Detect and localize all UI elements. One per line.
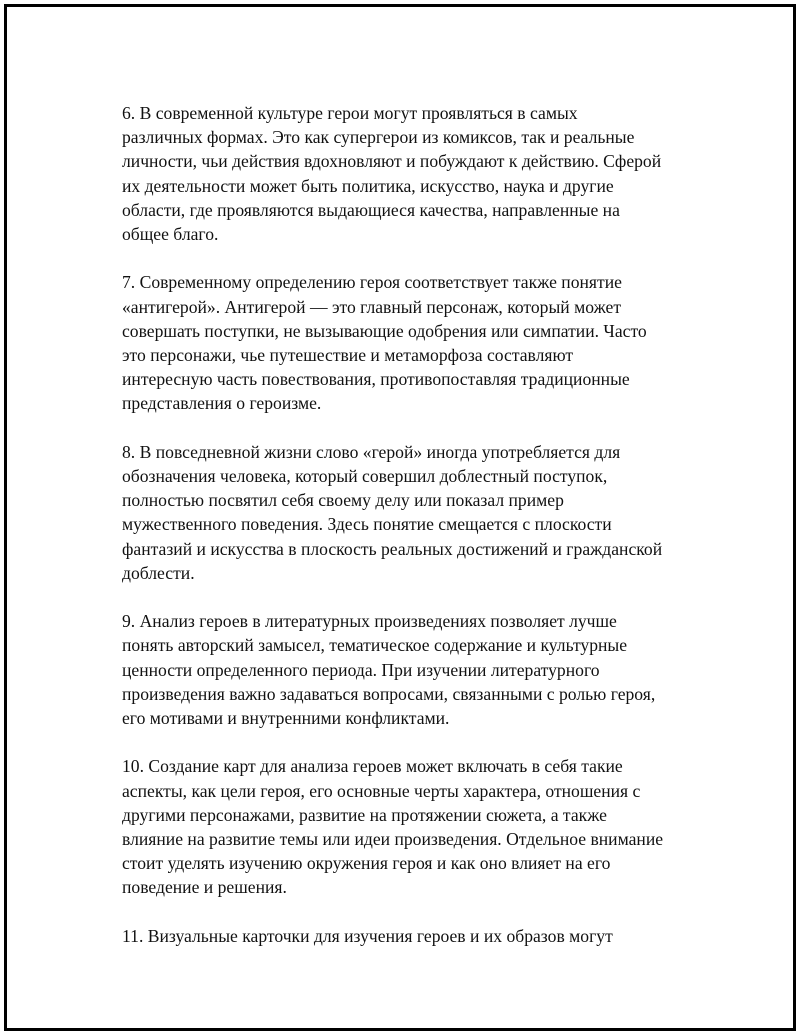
page-frame [4,4,796,1031]
text-line: области, где проявляются выдающиеся качества, направленные на [122,199,620,220]
text-line: совершать поступки, не вызывающие одобрения или симпатии. Часто [122,320,647,341]
text-line: 9. Анализ героев в литературных произведениях позволяет лучше [122,611,617,632]
text-line: личности, чьи действия вдохновляют и побуждают к действию. Сферой [122,151,662,172]
paragraph-8 [122,440,702,585]
text-line: фантазий и искусства в плоскость реальных достижений и гражданской [122,538,663,559]
paragraph-11 [122,924,702,948]
text-line: это персонажи, чье путешествие и метаморфоза составляют [122,345,574,366]
text-line: его мотивами и внутренними конфликтами. [122,708,450,729]
text-line: интересную часть повествования, противопоставляя традиционные [122,369,630,390]
text-line: их деятельности может быть политика, искусство, наука и другие [122,175,614,196]
text-line: поведение и решения. [122,877,287,898]
paragraph-7 [122,270,702,415]
text-line: 7. Современному определению героя соответствует также понятие [122,272,622,293]
text-line: ценности определенного периода. При изучении литературного [122,659,600,680]
text-line: доблести. [122,562,195,583]
text-line: 10. Создание карт для анализа героев может включать в себя такие [122,756,623,777]
text-line: обозначения человека, который совершил доблестный поступок, [122,466,608,487]
text-line: полностью посвятил себя своему делу или показал пример [122,490,564,511]
text-line: произведения важно задаваться вопросами, связанными с ролью героя, [122,683,656,704]
paragraph-9 [122,609,702,730]
paragraph-6 [122,101,702,246]
text-line: другими персонажами, развитие на протяжении сюжета, а также [122,804,607,825]
document-body [122,101,702,972]
text-line: понять авторский замысел, тематическое содержание и культурные [122,635,628,656]
text-line: различных формах. Это как супергерои из комиксов, так и реальные [122,127,635,148]
text-line: представления о героизме. [122,393,322,414]
text-line: 6. В современной культуре герои могут проявляться в самых [122,103,578,123]
text-line: «антигерой». Антигерой — это главный персонаж, который может [122,296,622,317]
text-line: 11. Визуальные карточки для изучения героев и их образов могут [122,925,613,946]
paragraph-10 [122,754,702,899]
text-line: мужественного поведения. Здесь понятие смещается с плоскости [122,514,612,535]
text-line: влияние на развитие темы или идеи произведения. Отдельное внимание [122,829,664,850]
text-line: стоит уделять изучению окружения героя и как оно влияет на его [122,853,611,874]
text-line: общее благо. [122,224,219,245]
text-line: 8. В повседневной жизни слово «герой» иногда употребляется для [122,441,621,462]
text-line: аспекты, как цели героя, его основные черты характера, отношения с [122,780,641,801]
